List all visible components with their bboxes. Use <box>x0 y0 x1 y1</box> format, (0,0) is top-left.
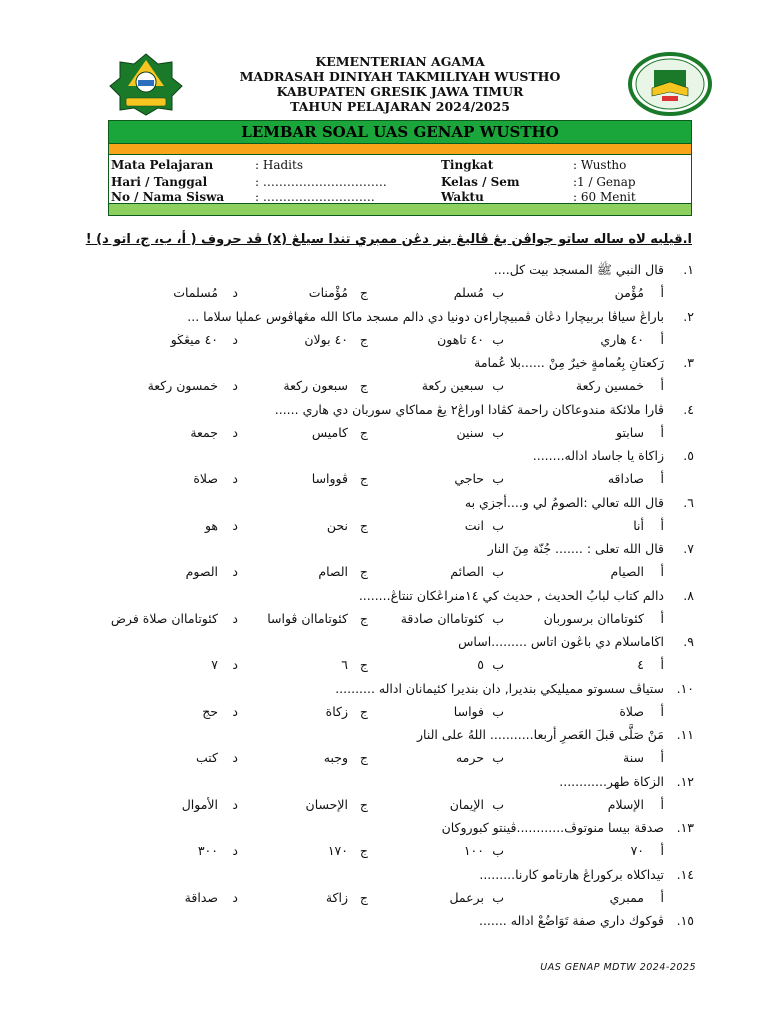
option-text[interactable]: صلاة <box>193 471 218 486</box>
option-text[interactable]: الصام <box>318 564 348 579</box>
question-text: ڤوكوك داري صفة تَوَاضُعْ اداله ....... <box>478 913 664 928</box>
info-row-1 <box>109 157 693 173</box>
option-letter: ب <box>492 657 504 672</box>
option-letter: أ <box>660 564 664 579</box>
option-text[interactable]: مُؤْمنات <box>308 285 348 300</box>
page-header <box>100 52 700 118</box>
question-number: ١٢. <box>676 773 694 789</box>
kelas-label: Kelas / Sem <box>441 175 520 189</box>
question-number: ٢. <box>683 308 694 324</box>
option-text[interactable]: ٥ <box>477 657 484 672</box>
option-text[interactable]: ٤٠ تاهون <box>437 331 484 347</box>
option-letter: د <box>232 750 238 765</box>
option-text[interactable]: خمسين ركعة <box>575 378 644 393</box>
question-12 <box>0 774 768 792</box>
option-text[interactable]: ٣٠٠ <box>197 843 218 858</box>
option-letter: ب <box>492 843 504 858</box>
question-15 <box>0 913 768 931</box>
orange-stripe <box>108 144 692 154</box>
question-text: تيداكلاه بركوراڠ هارتامو كارنا......... <box>479 866 664 882</box>
option-letter: د <box>232 378 238 393</box>
option-letter: ج <box>359 331 368 347</box>
option-text[interactable]: كئوتاماان برسوربان <box>543 610 644 626</box>
question-10 <box>0 681 768 699</box>
option-letter: أ <box>660 750 664 765</box>
option-letter: د <box>232 889 238 905</box>
option-text[interactable]: صداقة <box>184 889 218 905</box>
option-letter: ب <box>492 889 504 905</box>
kementerian-agama-logo-icon <box>102 52 190 116</box>
option-letter: أ <box>660 610 664 626</box>
option-text[interactable]: حاجي <box>454 471 484 486</box>
mapel-label: Mata Pelajaran <box>111 158 214 172</box>
question-text: الزكاة طهر............ <box>559 773 664 789</box>
question-6 <box>0 495 768 513</box>
nama-label: No / Nama Siswa <box>111 190 225 204</box>
option-letter: أ <box>660 331 664 347</box>
option-letter: ج <box>359 378 368 393</box>
exam-title-banner: LEMBAR SOAL UAS GENAP WUSTHO <box>108 120 692 144</box>
waktu-value: : 60 Menit <box>573 190 636 204</box>
option-letter: د <box>232 517 238 533</box>
option-letter: ب <box>492 378 504 393</box>
option-text[interactable]: كئوتاماان صلاة فرض <box>110 610 218 626</box>
question-text: زاكاة يا جاساد اداله........ <box>532 448 664 463</box>
question-number: ٧. <box>683 541 694 556</box>
option-text[interactable]: هو <box>204 517 218 533</box>
question-3 <box>0 355 768 373</box>
option-text[interactable]: مُسلم <box>453 285 484 300</box>
question-text: ڤارا ملائكة مندوعاكان راحمة كڤادا اوراڠ٢ يڠ مماكاي سوربان دي هاري ...... <box>274 401 664 417</box>
option-text[interactable]: ٧٠ <box>630 843 644 858</box>
option-letter: ب <box>492 424 504 440</box>
option-text[interactable]: كئوتاماان صادقة <box>400 610 484 626</box>
option-text[interactable]: فواسا <box>453 703 484 719</box>
option-text[interactable]: حرمه <box>455 750 484 765</box>
option-letter: ب <box>492 796 504 812</box>
option-letter: ج <box>359 657 368 672</box>
option-text[interactable]: حج <box>202 703 218 719</box>
option-text[interactable]: انت <box>464 517 484 533</box>
exam-info-box <box>108 154 692 204</box>
option-letter: د <box>232 564 238 579</box>
option-text[interactable]: ١٧٠ <box>327 843 348 858</box>
question-number: ٦. <box>683 494 694 510</box>
question-9 <box>0 634 768 652</box>
option-letter: ب <box>492 750 504 765</box>
option-letter: أ <box>660 889 664 905</box>
instruction: ا.قيليه لاه ساله ساتو جواڤن يڠ ڤاليڠ بنر دڠن ممبري تندا سيلڠ (x) ڤد حروف ( أ، ب، ج، اتو د) ! <box>85 232 692 247</box>
question-text: ستياڤ سسوتو مميليكي بنديرا, دان بنديرا كئيمانان اداله .......... <box>335 680 664 696</box>
hari-label: Hari / Tanggal <box>111 175 208 189</box>
question-text: قال الله تعلى : ....... جُنّة مِنَ النار <box>487 541 664 556</box>
option-letter: د <box>232 285 238 300</box>
option-text[interactable]: الإحسان <box>305 796 348 812</box>
option-text[interactable]: وجبه <box>323 750 348 765</box>
question-number: ١٣. <box>676 820 694 835</box>
question-number: ٥. <box>683 448 694 463</box>
option-letter: ج <box>359 843 368 858</box>
option-text[interactable]: جمعة <box>190 424 218 440</box>
option-text[interactable]: ٧ <box>211 657 218 672</box>
question-number: ١. <box>683 262 694 277</box>
footer-label: UAS GENAP MDTW 2024-2025 <box>540 962 696 973</box>
option-letter: ب <box>492 331 504 347</box>
waktu-label: Waktu <box>441 190 484 204</box>
question-number: ٣. <box>683 355 694 370</box>
nama-value[interactable]: : ………………………. <box>255 190 375 204</box>
option-letter: أ <box>660 517 664 533</box>
question-text: صدقة بيسا منوتوڤ............ڤينتو كبوروكان <box>441 820 664 835</box>
mapel-value: : Hadits <box>255 158 303 172</box>
option-text[interactable]: صلاة <box>619 703 644 719</box>
option-text[interactable]: الإسلام <box>607 796 644 812</box>
option-text[interactable]: سنة <box>623 750 644 765</box>
option-text[interactable]: مُؤْمن <box>614 285 644 300</box>
question-4 <box>0 402 768 420</box>
option-letter: أ <box>660 285 664 300</box>
question-number: ٨. <box>683 587 694 603</box>
option-letter: ج <box>359 796 368 812</box>
option-text[interactable]: سابتو <box>616 424 644 440</box>
option-letter: ج <box>359 285 368 300</box>
green-stripe <box>108 204 692 216</box>
option-text[interactable]: ٤٠ بولان <box>304 331 348 347</box>
option-letter: أ <box>660 843 664 858</box>
option-letter: د <box>232 657 238 672</box>
option-letter: ج <box>359 471 368 486</box>
option-text[interactable]: سبعين ركعة <box>421 378 484 393</box>
header-text <box>200 54 600 114</box>
question-text: مَنْ صَلَّى قبلَ العَصرِ أربعا........... اللهُ على النار <box>416 727 664 742</box>
question-text: دالم كتاب لبابُ الحديث , حديث كي ١٤منراڠكان تنتاڠ........ <box>358 587 664 603</box>
kelas-value: :1 / Genap <box>573 175 636 189</box>
option-letter: ج <box>359 889 368 905</box>
option-letter: د <box>232 703 238 719</box>
option-text[interactable]: الإيمان <box>449 796 484 812</box>
option-letter: ج <box>359 424 368 440</box>
info-row-2 <box>109 174 693 190</box>
option-text[interactable]: كئوتاماان ڤواسا <box>267 610 348 626</box>
question-number: ١٤. <box>676 866 694 882</box>
question-text: رَكعتانِ بِعُمامةٍ خيرٌ مِنْ ......بلا عُمامة <box>474 355 664 370</box>
option-text[interactable]: ڤوواسا <box>311 471 348 486</box>
option-text[interactable]: أنا <box>633 517 644 533</box>
question-number: ٩. <box>683 634 694 649</box>
option-text[interactable]: زكاة <box>325 703 348 719</box>
option-text[interactable]: ٦ <box>341 657 348 672</box>
option-text[interactable]: ٤٠ هاري <box>600 331 644 347</box>
option-text[interactable]: ممبري <box>609 889 644 905</box>
option-text[interactable]: نحن <box>326 517 348 533</box>
option-letter: د <box>232 843 238 858</box>
option-letter: ب <box>492 517 504 533</box>
option-letter: د <box>232 331 238 347</box>
option-letter: ب <box>492 703 504 719</box>
school-name: MADRASAH DINIYAH TAKMILIYAH WUSTHO <box>239 69 561 84</box>
option-letter: أ <box>660 796 664 812</box>
academic-year: TAHUN PELAJARAN 2024/2025 <box>290 99 510 114</box>
option-letter: أ <box>660 424 664 440</box>
option-text[interactable]: الأموال <box>181 796 218 812</box>
option-letter: أ <box>660 703 664 719</box>
option-text[interactable]: برعمل <box>449 889 484 905</box>
info-row-3 <box>109 189 693 205</box>
question-text: قال النبي ﷺ المسجد بيت كل.... <box>493 262 664 277</box>
option-text[interactable]: كتب <box>196 750 218 765</box>
question-number: ١٠. <box>676 680 694 696</box>
option-text[interactable]: الصوم <box>185 564 218 579</box>
ministry-name: KEMENTERIAN AGAMA <box>315 54 485 69</box>
option-letter: ج <box>359 564 368 579</box>
option-letter: ج <box>359 517 368 533</box>
option-letter: أ <box>660 657 664 672</box>
option-text[interactable]: كاميس <box>311 424 348 440</box>
option-text[interactable]: سنين <box>456 424 484 440</box>
question-7 <box>0 541 768 559</box>
question-text: قال الله تعالي :الصومُ لي و....أجزي به <box>464 494 664 510</box>
madrasah-logo-icon <box>626 52 714 116</box>
question-11 <box>0 727 768 745</box>
option-text[interactable]: الصيام <box>610 564 644 579</box>
option-text[interactable]: ١٠٠ <box>463 843 484 858</box>
option-text[interactable]: الصائم <box>450 564 484 579</box>
question-14 <box>0 867 768 885</box>
option-letter: أ <box>660 471 664 486</box>
question-5 <box>0 448 768 466</box>
hari-value[interactable]: : …………………………. <box>255 175 387 189</box>
option-letter: د <box>232 796 238 812</box>
option-letter: د <box>232 471 238 486</box>
question-2 <box>0 309 768 327</box>
option-letter: ب <box>492 564 504 579</box>
option-text[interactable]: سبعون ركعة <box>283 378 348 393</box>
question-13 <box>0 820 768 838</box>
option-letter: د <box>232 610 238 626</box>
option-text[interactable]: ٤٠ ميڠڬو <box>170 331 218 347</box>
question-number: ١٥. <box>676 913 694 928</box>
question-number: ١١. <box>676 727 694 742</box>
question-8 <box>0 588 768 606</box>
option-text[interactable]: صاداقه <box>607 471 644 486</box>
option-letter: أ <box>660 378 664 393</box>
option-letter: ب <box>492 285 504 300</box>
question-number: ٤. <box>683 401 694 417</box>
regency-name: KABUPATEN GRESIK JAWA TIMUR <box>276 84 524 99</box>
tingkat-label: Tingkat <box>441 158 494 172</box>
tingkat-value: : Wustho <box>573 158 627 172</box>
option-letter: ج <box>359 750 368 765</box>
option-text[interactable]: ٤ <box>637 657 644 672</box>
option-letter: ج <box>359 610 368 626</box>
option-text[interactable]: مُسلمات <box>173 285 218 300</box>
option-letter: ب <box>492 471 504 486</box>
option-text[interactable]: خمسون ركعة <box>147 378 218 393</box>
option-letter: د <box>232 424 238 440</box>
question-1 <box>0 262 768 280</box>
option-letter: ب <box>492 610 504 626</box>
question-text: باراڠ سياڤا بربيچارا دڠان ڤمبيچاراءن دونيا دي دالم مسجد ماكا الله مڠهاڤوس عملپا سلاما ... <box>187 308 664 324</box>
option-text[interactable]: زاكة <box>325 889 348 905</box>
option-letter: ج <box>359 703 368 719</box>
question-text: اڬاماسلام دي باڠون اتاس .........اساس <box>458 634 664 649</box>
